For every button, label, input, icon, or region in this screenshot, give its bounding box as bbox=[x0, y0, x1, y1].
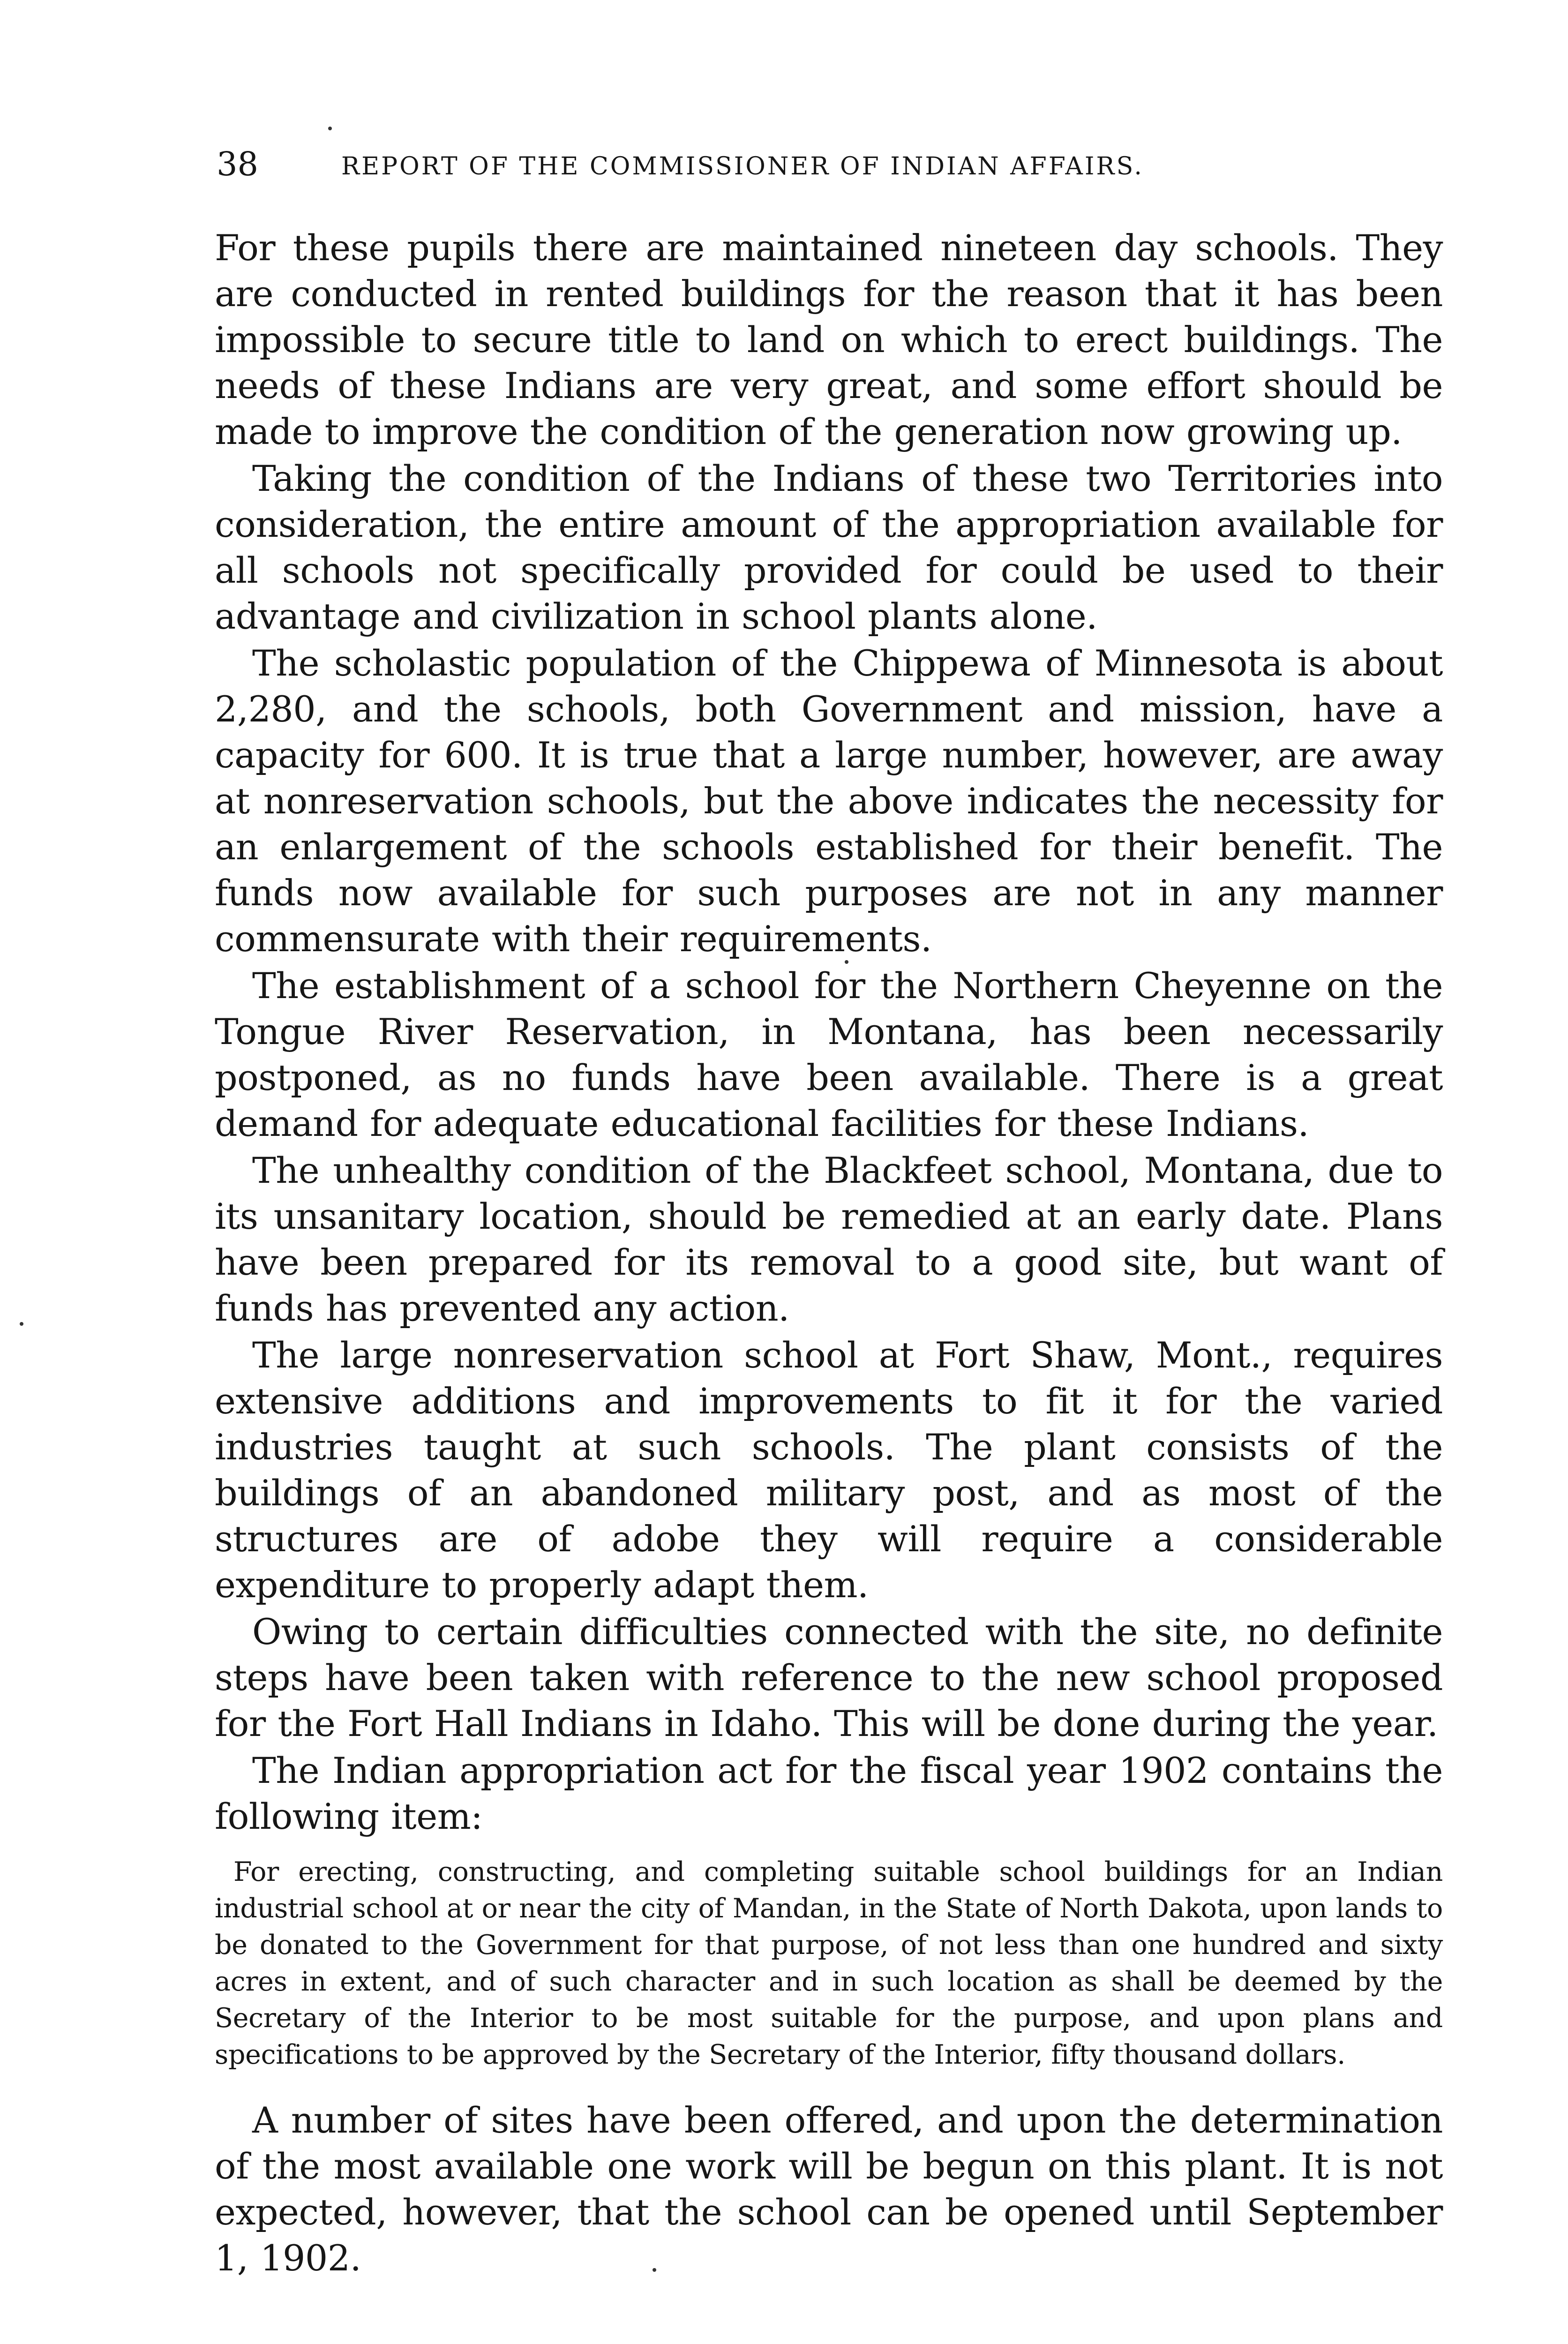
paragraph-blackfeet: The unhealthy condition of the Blackfeet school, Montana, due to its unsanitary location, should be remedied at an early date. Plans have been prepared for its removal to a good site, but want of funds has prevented any action. bbox=[215, 1149, 1443, 1329]
body-text bbox=[215, 225, 1443, 2281]
paragraph-day-schools: For these pupils there are maintained nineteen day schools. They are conducted in rented buildings for the reason that it has been impossible to secure title to land on which to erect buildings. The needs of these Indians are very great, and some effort should be made to improve the condition of the generation now growing up. bbox=[215, 227, 1443, 452]
print-speck bbox=[20, 1322, 23, 1326]
print-speck bbox=[328, 127, 332, 130]
quoted-appropriation-item: For erecting, constructing, and completing suitable school buildings for an Indian industrial school at or near the city of Mandan, in the State of North Dakota, upon lands to be donated to the Government for that purpose, of not less than one hundred and sixty acres in extent, and of such character and in such location as shall be deemed by the Secretary of the Interior to be most suitable for the purpose, and upon plans and specifications to be approved by the Secretary of the Interior, fifty thousand dollars. bbox=[215, 1856, 1443, 2070]
page-number: 38 bbox=[217, 145, 259, 183]
paragraph-chippewa: The scholastic population of the Chippewa of Minnesota is about 2,280, and the schools, both Government and mission, have a capacity for 600. It is true that a large number, however, are away at nonreservation schools, but the above indicates the necessity for an enlargement of the schools established for their benefit. The funds now available for such purposes are not in any manner commensurate with their requirements. bbox=[215, 642, 1443, 960]
running-head: REPORT OF THE COMMISSIONER OF INDIAN AFFAIRS. bbox=[341, 152, 1144, 180]
page-header bbox=[217, 143, 1379, 195]
print-speck bbox=[845, 960, 848, 964]
paragraph-territories: Taking the condition of the Indians of these two Territories into consideration, the entire amount of the appropriation available for all schools not specifically provided for could be used to their advantage and civilization in school plants alone. bbox=[215, 458, 1443, 637]
paragraph-northern-cheyenne: The establishment of a school for the Northern Cheyenne on the Tongue River Reservation, in Montana, has been necessarily postponed, as no funds have been available. There is a great demand for adequate educational facilities for these Indians. bbox=[215, 965, 1443, 1144]
paragraph-appropriation-act: The Indian appropriation act for the fiscal year 1902 contains the following item: bbox=[215, 1750, 1443, 1837]
paragraph-fort-shaw: The large nonreservation school at Fort Shaw, Mont., requires extensive additions and improvements to fit it for the varied industries taught at such schools. The plant consists of the buildings of an abandoned military post, and as most of the structures are of adobe they will require a considerable expenditure to properly adapt them. bbox=[215, 1334, 1443, 1606]
paragraph-sites-offered: A number of sites have been offered, and upon the determination of the most available one work will be begun on this plant. It is not expected, however, that the school can be opened until September 1, 1902. bbox=[215, 2099, 1443, 2279]
print-speck bbox=[653, 2268, 656, 2272]
paragraph-fort-hall: Owing to certain difficulties connected with the site, no definite steps have been taken with reference to the new school proposed for the Fort Hall Indians in Idaho. This will be done during the year. bbox=[215, 1611, 1443, 1744]
